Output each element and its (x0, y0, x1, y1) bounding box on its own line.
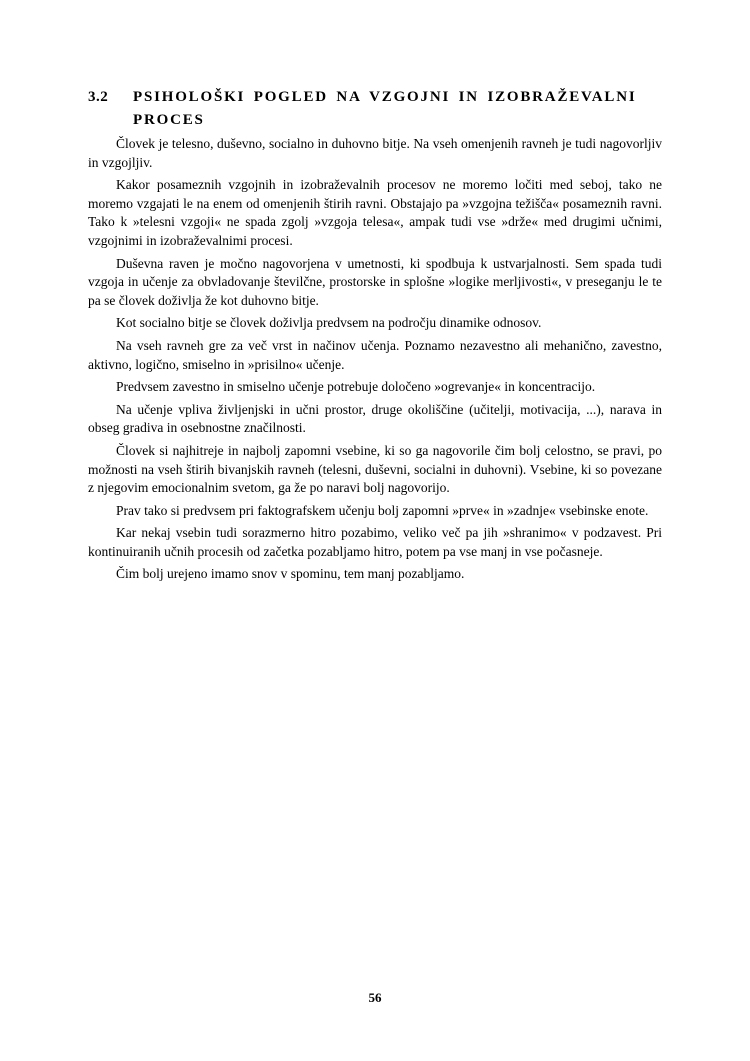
section-number: 3.2 (88, 89, 109, 105)
paragraph: Kot socialno bitje se človek doživlja predvsem na področju dinamike odnosov. (116, 315, 542, 331)
paragraph: Človek si najhitreje in najbolj zapomni vsebine, ki so ga nagovorile čim bolj celostno, se pravi, po možnosti na vseh štirih bivanjskih ravneh (telesni, duševni, socialni in duhovni). Vsebine, ki so povezane z njegovim emocionalnim svetom, ga že po naravi bolj nagovorijo. (88, 442, 662, 496)
paragraph: Kar nekaj vsebin tudi sorazmerno hitro pozabimo, veliko več pa jih »shranimo« v podzavest. Pri kontinuiranih učnih procesih od začetka pozabljamo hitro, potem pa vse manj in vse počasneje. (88, 525, 662, 559)
paragraph: Na učenje vpliva življenjski in učni prostor, druge okoliščine (učitelji, motivacija, ...), narava in obseg gradiva in osebnostne značilnosti. (88, 401, 662, 436)
section-title: PSIHOLOŠKI POGLED NA VZGOJNI IN IZOBRAŽEVALNI PROCES (133, 89, 637, 128)
page-content (88, 86, 662, 588)
paragraph: Duševna raven je močno nagovorjena v umetnosti, ki spodbuja k ustvarjalnosti. Sem spada tudi vzgoja in učenje za obvladovanje številčne, prostorske in splošne »logike merljivosti«, v preseganju le te pa se človek doživlja že kot duhovno bitje. (88, 255, 662, 308)
page-number: 56 (368, 990, 382, 1005)
section-heading (88, 86, 662, 131)
paragraph: Predvsem zavestno in smiselno učenje potrebuje določeno »ogrevanje« in koncentracijo. (116, 379, 596, 395)
paragraph: Kakor posameznih vzgojnih in izobraževalnih procesov ne moremo ločiti med seboj, tako ne moremo vzgajati le na enem od omenjenih štirih ravni. Obstajajo pa »vzgojna težišča« posameznih ravni. Tako k »telesni vzgoji« ne spada zgolj »vzgoja telesa«, ampak tudi vse »drže« med drugimi učnimi, vzgojnimi in izobraževalnimi procesi. (88, 177, 662, 248)
body-text (88, 135, 662, 584)
paragraph: Čim bolj urejeno imamo snov v spominu, tem manj pozabljamo. (116, 566, 465, 582)
paragraph: Človek je telesno, duševno, socialno in duhovno bitje. Na vseh omenjenih ravneh je tudi nagovorljiv in vzgojljiv. (88, 136, 662, 170)
paragraph: Prav tako si predvsem pri faktografskem učenju bolj zapomni »prve« in »zadnje« vsebinske enote. (116, 502, 649, 518)
paragraph: Na vseh ravneh gre za več vrst in načinov učenja. Poznamo nezavestno ali mehanično, zavestno, aktivno, logično, smiselno in »prisilno« učenje. (88, 337, 662, 372)
